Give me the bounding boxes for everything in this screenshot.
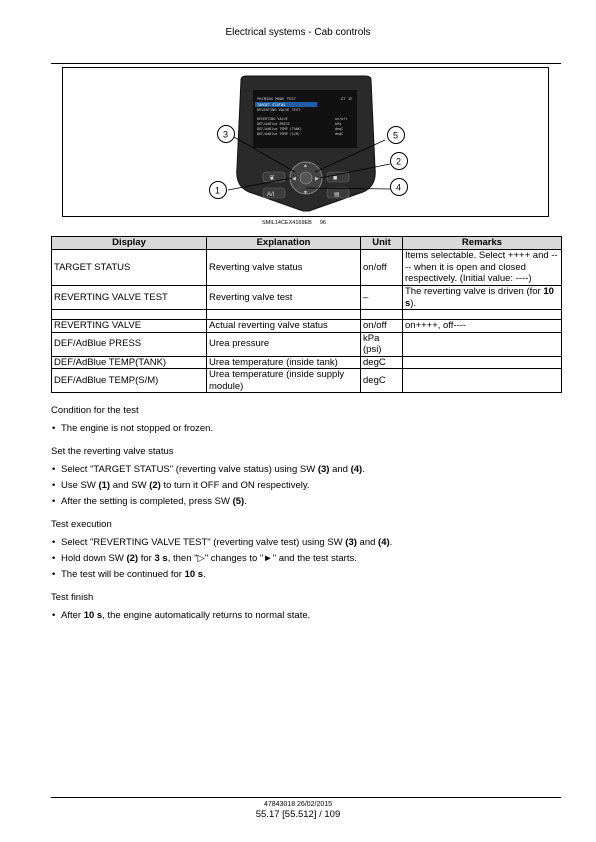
cell-unit: –: [361, 286, 403, 310]
cell-unit: on/off: [361, 320, 403, 333]
cell-remarks: Items selectable. Select ++++ and ---- when it is open and closed respectively. (Initial value: ----): [403, 250, 562, 286]
cell-remarks: [403, 369, 562, 393]
figure-frame: [62, 67, 549, 217]
screen-menu-item-1: TARGET STATUS: [257, 103, 286, 107]
section-heading-condition: Condition for the test: [51, 405, 139, 416]
footer-divider: [51, 797, 561, 798]
procedure-content: [51, 404, 561, 632]
dial-up-icon: ▲: [303, 163, 308, 169]
cell-unit: degC: [361, 356, 403, 369]
list-item: • After 10 s, the engine automatically returns to normal state.: [51, 608, 561, 624]
dial-right-icon: ▶: [315, 176, 319, 182]
cell-remarks: [403, 332, 562, 356]
column-header-display: Display: [52, 237, 207, 250]
table-row: [52, 286, 562, 310]
cell-explanation: Urea pressure: [207, 332, 361, 356]
callout-3-label: 3: [223, 129, 229, 140]
table-row: [52, 356, 562, 369]
figure-caption: [262, 220, 326, 226]
column-header-unit: Unit: [361, 237, 403, 250]
remarks-bold-duration: 10 s: [405, 286, 554, 309]
cell-unit: degC: [361, 369, 403, 393]
cell-unit: on/off: [361, 250, 403, 286]
cell-explanation: Urea temperature (inside tank): [207, 356, 361, 369]
cell-display: DEF/AdBlue TEMP(TANK): [52, 356, 207, 369]
screen-title: PRIMING MODE TEST: [257, 96, 296, 101]
screen-row-value: kPa: [335, 122, 342, 126]
callout-4-label: 4: [396, 182, 402, 193]
screen-row-label: DEF/AdBlue TEMP (S/M): [257, 132, 300, 136]
cell-display: TARGET STATUS: [52, 250, 207, 286]
figure-number: 96: [319, 220, 326, 226]
section-heading-set-status: Set the reverting valve status: [51, 446, 174, 457]
cell-explanation: Reverting valve test: [207, 286, 361, 310]
cell-display: REVERTING VALVE TEST: [52, 286, 207, 310]
condition-list: [51, 421, 561, 437]
section-heading-execution: Test execution: [51, 519, 112, 530]
section-heading-finish: Test finish: [51, 592, 94, 603]
list-item: • Hold down SW (2) for 3 s, then "▷" changes to "►" and the test starts.: [51, 551, 561, 567]
screen-menu-item-2: REVERTING VALVE TEST: [257, 108, 301, 112]
dial-center: [300, 172, 312, 184]
cell-remarks: [403, 356, 562, 369]
monitor-illustration: [63, 68, 548, 216]
list-item: • The test will be continued for 10 s.: [51, 567, 561, 583]
screen-row-label: DEF/AdBlue PRESS: [257, 122, 290, 126]
wiper-icon: ❦: [269, 175, 275, 182]
footer-document-id: 47843018 26/02/2015: [263, 801, 333, 808]
camera-icon: ■: [333, 175, 338, 182]
column-header-remarks: Remarks: [403, 237, 562, 250]
menu-icon: ▤: [334, 192, 340, 198]
page-header-title: Electrical systems - Cab controls: [225, 27, 371, 38]
table-row: [52, 369, 562, 393]
callout-2-label: 2: [396, 156, 402, 167]
dial-down-icon: ▼: [303, 190, 308, 196]
set-status-list: [51, 462, 561, 510]
camera-button: [327, 172, 349, 182]
execution-list: [51, 535, 561, 583]
cell-remarks: on++++, off----: [403, 320, 562, 333]
list-item: • Use SW (1) and SW (2) to turn it OFF and ON respectively.: [51, 478, 561, 494]
table-row: [52, 320, 562, 333]
test-items-table: [51, 236, 562, 393]
list-item: • After the setting is completed, press SW (5).: [51, 494, 561, 510]
screen-row-value: on/off: [335, 117, 348, 121]
cell-explanation: Urea temperature (inside supply module): [207, 369, 361, 393]
header-divider: [51, 63, 561, 64]
callout-5-label: 5: [393, 130, 399, 141]
figure-code: SMIL14CEX4169EB: [262, 220, 312, 226]
table-header-row: [52, 237, 562, 250]
column-header-explanation: Explanation: [207, 237, 361, 250]
screen-row-value: degC: [335, 132, 344, 136]
screen-row-label: DEF/AdBlue TEMP (TANK): [257, 127, 302, 131]
table-row: [52, 332, 562, 356]
cell-display: DEF/AdBlue PRESS: [52, 332, 207, 356]
screen-row-label: REVERTING VALVE: [257, 117, 288, 121]
cell-display: REVERTING VALVE: [52, 320, 207, 333]
table-row: [52, 250, 562, 286]
cell-display: DEF/AdBlue TEMP(S/M): [52, 369, 207, 393]
list-item: • Select "TARGET STATUS" (reverting valve status) using SW (3) and (4).: [51, 462, 561, 478]
cell-explanation: Actual reverting valve status: [207, 320, 361, 333]
screen-row-value: degC: [335, 127, 344, 131]
dial-left-icon: ◀: [292, 176, 296, 182]
auto-icon: A/I: [267, 192, 275, 198]
footer-page-number: 55.17 [55.512] / 109: [255, 809, 341, 820]
table-row-empty: [52, 310, 562, 320]
remarks-text-end: ).: [410, 297, 417, 309]
screen-badge: E7 1E: [341, 96, 353, 101]
callout-1-label: 1: [215, 185, 221, 196]
finish-list: [51, 608, 561, 624]
cell-remarks: [403, 286, 562, 310]
cell-explanation: Reverting valve status: [207, 250, 361, 286]
list-item: • The engine is not stopped or frozen.: [51, 421, 561, 437]
list-item: • Select "REVERTING VALVE TEST" (reverting valve test) using SW (3) and (4).: [51, 535, 561, 551]
remarks-text: The reverting valve is driven (for: [405, 286, 544, 297]
cell-unit: kPa (psi): [361, 332, 403, 356]
